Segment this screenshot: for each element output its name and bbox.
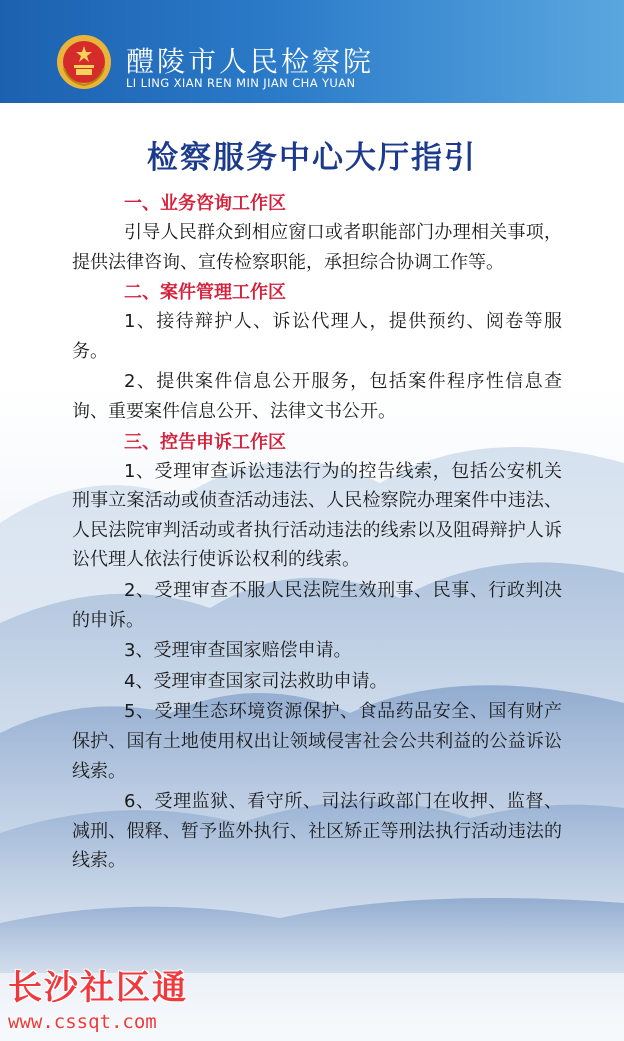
section-heading: 一、业务咨询工作区 xyxy=(124,193,286,214)
section-paragraph: 4、受理审查国家司法救助申请。 xyxy=(124,670,388,692)
procuratorate-emblem-icon xyxy=(56,34,112,90)
section-paragraph: 2、受理审查不服人民法院生效刑事、民事、行政判决的申诉。 xyxy=(72,579,562,631)
section-case-management xyxy=(72,278,562,426)
site-watermark xyxy=(8,960,188,1033)
section-paragraph: 2、提供案件信息公开服务，包括案件程序性信息查询、重要案件信息公开、法律文书公开。 xyxy=(72,371,562,422)
section-heading: 二、案件管理工作区 xyxy=(124,282,286,304)
header-banner xyxy=(0,0,624,103)
section-paragraph: 6、受理监狱、看守所、司法行政部门在收押、监督、减刑、假释、暂予监外执行、社区矫正等刑法执行活动违法的线索。 xyxy=(72,791,562,872)
section-heading: 三、控告申诉工作区 xyxy=(124,431,286,453)
org-name: 醴陵市人民检察院 xyxy=(126,45,375,78)
section-paragraph: 3、受理审查国家赔偿申请。 xyxy=(124,640,352,662)
org-pinyin: LI LING XIAN REN MIN JIAN CHA YUAN xyxy=(126,76,356,90)
watermark-url: www.cssqt.com xyxy=(8,1011,157,1033)
watermark-name: 长沙社区通 xyxy=(8,968,188,1008)
page-title: 检察服务中心大厅指引 xyxy=(147,140,477,176)
guide-content xyxy=(72,189,562,877)
section-paragraph: 引导人民群众到相应窗口或者职能部门办理相关事项，提供法律咨询、宣传检察职能，承担综合协调工作等。 xyxy=(72,222,562,273)
section-paragraph: 5、受理生态环境资源保护、食品药品安全、国有财产保护、国有土地使用权出让领域侵害社会公共利益的公益诉讼线索。 xyxy=(72,701,562,782)
section-paragraph: 1、受理审查诉讼违法行为的控告线索，包括公安机关刑事立案活动或侦查活动违法、人民检察院办理案件中违法、人民法院审判活动或者执行活动违法的线索以及阻碍辩护人诉讼代理人依法行使诉讼权利的线索。 xyxy=(72,460,562,571)
section-paragraph: 1、接待辩护人、诉讼代理人，提供预约、阅卷等服务。 xyxy=(72,311,562,362)
section-complaints xyxy=(72,428,562,876)
section-consultation xyxy=(72,189,562,277)
